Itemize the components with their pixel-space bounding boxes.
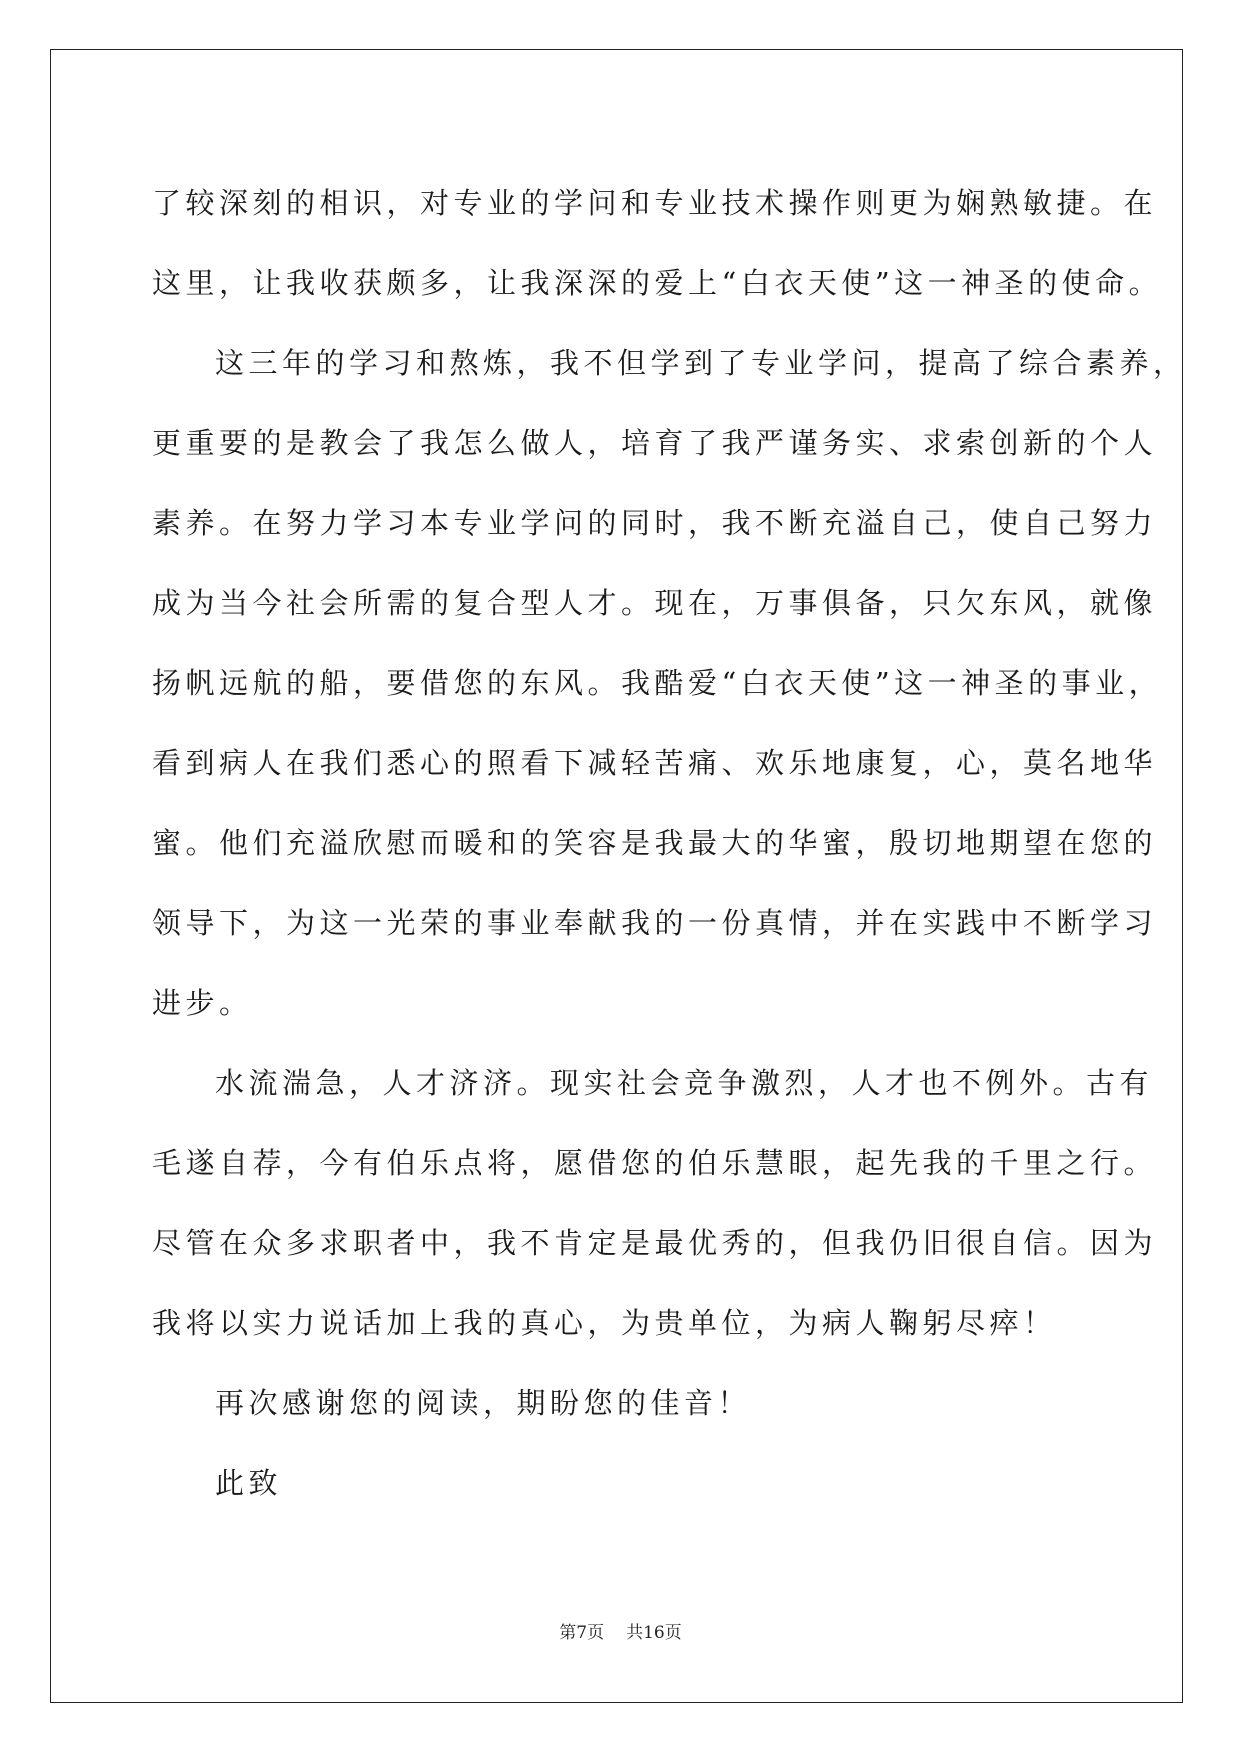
text-line: 尽管在众多求职者中，我不肯定是最优秀的，但我仍旧很自信。因为 [152, 1226, 1158, 1260]
page-number-total: 共16页 [626, 1623, 682, 1643]
text-line: 毛遂自荐，今有伯乐点将，愿借您的伯乐慧眼，起先我的千里之行。 [152, 1146, 1158, 1180]
text-line: 更重要的是教会了我怎么做人，培育了我严谨务实、求索创新的个人 [152, 426, 1158, 460]
page-number-current: 第7页 [559, 1623, 605, 1643]
text-line: 成为当今社会所需的复合型人才。现在，万事俱备，只欠东风，就像 [152, 586, 1158, 620]
text-line: 这里，让我收获颇多，让我深深的爱上“白衣天使”这一神圣的使命。 [152, 266, 1163, 300]
text-line: 看到病人在我们悉心的照看下减轻苦痛、欢乐地康复，心，莫名地华 [152, 746, 1158, 780]
text-line: 了较深刻的相识，对专业的学问和专业技术操作则更为娴熟敏捷。在 [152, 186, 1158, 220]
text-line: 领导下，为这一光荣的事业奉献我的一份真情，并在实践中不断学习 [152, 906, 1158, 940]
paragraph-start-line: 水流湍急，人才济济。现实社会竞争激烈，人才也不例外。古有 [215, 1066, 1154, 1100]
text-line: 进步。 [152, 986, 253, 1020]
paragraph-start-line: 再次感谢您的阅读，期盼您的佳音！ [215, 1386, 752, 1420]
text-line: 扬帆远航的船，要借您的东风。我酷爱“白衣天使”这一神圣的事业， [152, 666, 1163, 700]
text-line: 我将以实力说话加上我的真心，为贵单位，为病人鞠躬尽瘁！ [152, 1306, 1057, 1340]
page-footer [0, 1618, 1241, 1643]
closing-salutation: 此致 [215, 1466, 283, 1500]
document-body [152, 163, 1187, 1523]
text-line: 蜜。他们充溢欣慰而暖和的笑容是我最大的华蜜，殷切地期望在您的 [152, 826, 1158, 860]
paragraph-start-line: 这三年的学习和熬炼，我不但学到了专业学问，提高了综合素养， [215, 346, 1187, 380]
text-line: 素养。在努力学习本专业学问的同时，我不断充溢自己，使自己努力 [152, 506, 1158, 540]
